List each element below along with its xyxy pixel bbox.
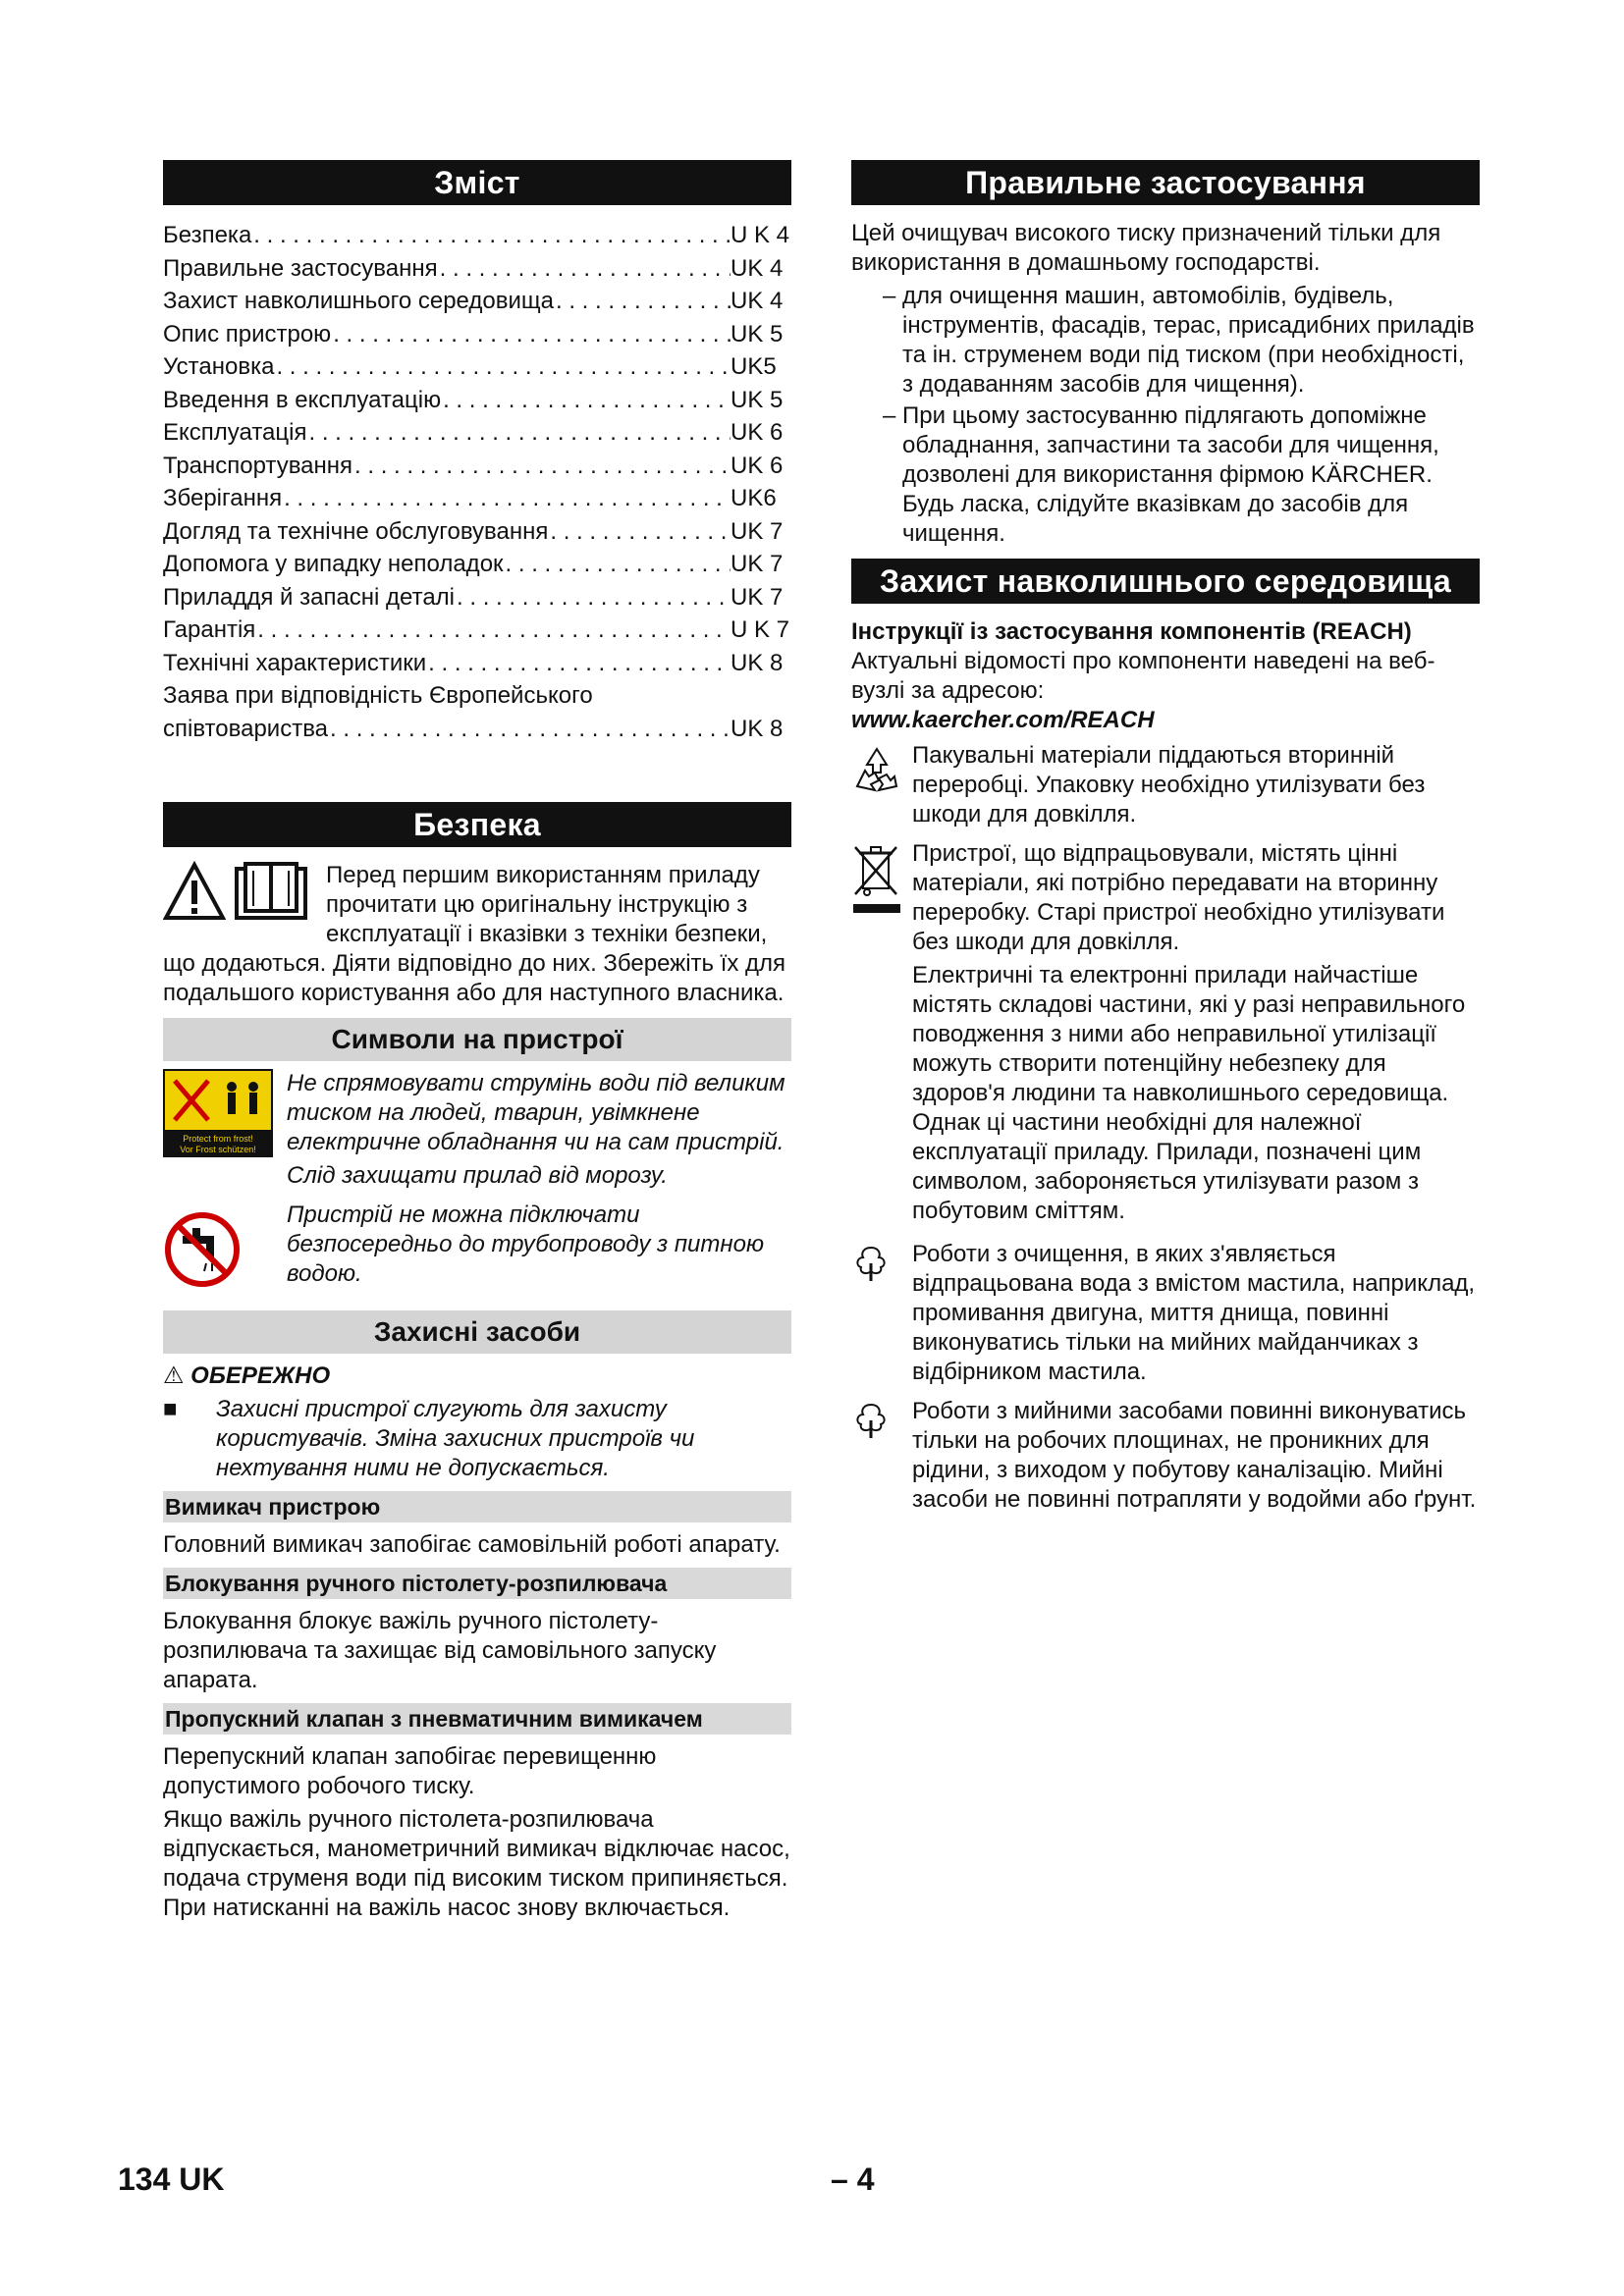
crossed-out-bin-icon	[851, 843, 902, 918]
toc-entry	[163, 647, 791, 680]
toc-leader-dots	[352, 450, 731, 483]
toc-entry-label: Установка	[163, 353, 275, 380]
toc-entry	[163, 219, 791, 252]
toc-entry	[163, 252, 791, 286]
square-bullet-icon: ■	[163, 1396, 178, 1422]
page-number: – 4	[831, 2162, 875, 2197]
no-spray-frost-icon	[163, 1069, 273, 1157]
toc-entry-page: UK 7	[731, 517, 784, 545]
toc-entry-label: Зберігання	[163, 485, 283, 511]
trigger-lock-text: Блокування блокує важіль ручного пістолету-розпилювача та захищає від самовільного запуску апарата.	[163, 1608, 717, 1693]
toc-leader-dots	[455, 581, 731, 614]
environment-tree-icon	[851, 1244, 891, 1283]
trigger-lock-title: Блокування ручного пістолету-розпилювача	[163, 1568, 791, 1599]
reach-title: Інструкції із застосування компонентів (REACH)	[851, 618, 1412, 645]
bypass-valve-text1: Перепускний клапан запобігає перевищенню допустимого робочого тиску.	[163, 1743, 657, 1799]
detergent-row	[851, 1397, 1480, 1515]
page-label: 134 UK	[118, 2162, 225, 2197]
reach-text: Актуальні відомості про компоненти наведені на веб-вузлі за адресою:	[851, 648, 1435, 704]
environment-title: Захист навколишнього середовища	[851, 559, 1480, 604]
toc-entry-label: Догляд та технічне обслуговування	[163, 517, 549, 545]
toc-leader-dots	[548, 515, 731, 549]
no-drinking-water-connection-icon	[163, 1210, 242, 1289]
toc-entry-page: UK6	[731, 485, 777, 511]
toc-entry-page: UK 8	[731, 649, 784, 676]
bypass-valve-text2: Якщо важіль ручного пістолета-розпилювача відпускається, манометричний вимикач відключає насос, подача струменя води під високим тиском припиняється. При натисканні на важіль насос знову включається.	[163, 1806, 790, 1921]
toc-leader-dots	[441, 384, 731, 417]
toc-entry	[163, 350, 791, 384]
toc-leader-dots	[438, 252, 731, 286]
toc-entry-label: Технічні характеристики	[163, 649, 427, 676]
protective-devices-title: Захисні засоби	[163, 1310, 791, 1354]
toc-entry-label: Заява при відповідність Європейського	[163, 682, 593, 709]
safety-title: Безпека	[163, 802, 791, 847]
right-column	[851, 160, 1480, 1524]
toc-leader-dots	[251, 219, 731, 252]
toc-entry-multiline-2	[163, 713, 791, 746]
usage-item-1: – для очищення машин, автомобілів, будівель, інструментів, фасадів, терас, присадибних приладів та ін. струменем води під тиском (при необхідності, з додаванням засобів для чищення).	[883, 283, 1475, 398]
toc-entry	[163, 450, 791, 483]
toc-entry-label: Приладдя й запасні деталі	[163, 583, 456, 611]
toc-entry	[163, 581, 791, 614]
toc-leader-dots	[274, 350, 731, 384]
toc-entry-page: UK 8	[731, 715, 784, 742]
toc-entry-label: Експлуатація	[163, 419, 307, 446]
detergent-text: Роботи з мийними засобами повинні виконуватись тільки на робочих площинах, не проникних для рідини, з виходом у побутову каналізацію. Мийні засоби не повинні потрапляти у водойми або ґрунт.	[912, 1398, 1477, 1513]
bypass-valve-title: Пропускний клапан з пневматичним вимикачем	[163, 1703, 791, 1735]
safety-intro-block	[163, 861, 791, 1012]
usage-intro: Цей очищувач високого тиску призначений тільки для використання в домашньому господарстві.	[851, 220, 1441, 276]
toc-entry-page: UK 6	[731, 419, 784, 446]
toc-leader-dots	[282, 482, 731, 515]
toc-entry-page: U K 7	[731, 616, 790, 643]
toc-entry-label: Безпека	[163, 222, 252, 248]
environment-tree-icon-2	[851, 1401, 891, 1440]
weee-text1: Пристрої, що відпрацьовували, містять цінні матеріали, які потрібно передавати на вторинну переробку. Старі пристрої необхідно утилізувати без шкоди для довкілля.	[912, 840, 1445, 955]
toc-entry	[163, 548, 791, 581]
warning-triangle-icon	[163, 861, 226, 922]
toc-entry-label: співтовариства	[163, 715, 329, 742]
safety-intro-text: Перед першим використанням приладу прочитати цю оригінальну інструкцію з експлуатації і вказівки з техніки безпеки, що додаються. Діяти відповідно до них. Збережіть їх для подальшого користування або для наступного власника.	[163, 862, 786, 1006]
device-switch-text: Головний вимикач запобігає самовільній роботі апарату.	[163, 1531, 781, 1558]
toc-entry	[163, 515, 791, 549]
symbol1-text2: Слід захищати прилад від морозу.	[287, 1162, 668, 1189]
toc-entry-page: UK 5	[731, 386, 784, 413]
toc-entry	[163, 285, 791, 318]
symbol-row-no-spray	[163, 1069, 791, 1195]
caution-label: ⚠ ОБЕРЕЖНО	[163, 1362, 331, 1389]
symbols-title: Символи на пристрої	[163, 1018, 791, 1061]
warning-icons	[163, 861, 320, 930]
oil-water-text: Роботи з очищення, в яких з'являється відпрацьована вода з вмістом мастила, наприклад, промивання двигуна, миття днища, повинні виконуватись тільки на мийних майданчиках з відбірником мастила.	[912, 1241, 1476, 1385]
toc-entry	[163, 614, 791, 647]
toc-entry-label: Транспортування	[163, 452, 353, 479]
toc-entry-page: UK 7	[731, 583, 784, 611]
toc-title: Зміст	[163, 160, 791, 205]
left-column	[163, 160, 791, 1927]
caution-item	[163, 1395, 791, 1483]
toc-entry-page: UK 6	[731, 452, 784, 479]
weee-text2: Електричні та електронні прилади найчастіше містять складові частини, які у разі неправильного поводження з ними або неправильної утилізації можуть створити потенційну небезпеку для здоров'я людини та навколишнього середовища. Однак ці частини необхідні для належної експлуатації приладу. Прилади, позначені цим символом, забороняється утилізувати разом з побутовим сміттям.	[912, 962, 1466, 1224]
oil-water-row	[851, 1240, 1480, 1387]
frost-label-en: Protect from frost!	[183, 1134, 253, 1144]
toc-entry-label: Захист навколишнього середовища	[163, 288, 554, 314]
toc-entry-page: U K 4	[731, 222, 790, 248]
toc-entry-page: UK 7	[731, 551, 784, 577]
toc-entry-label: Опис пристрою	[163, 320, 332, 347]
toc-leader-dots	[504, 548, 731, 581]
toc-entry	[163, 482, 791, 515]
symbol2-text: Пристрій не можна підключати безпосередньо до трубопроводу з питною водою.	[287, 1201, 764, 1287]
table-of-contents	[163, 219, 791, 745]
recycle-text: Пакувальні матеріали піддаються вторинній переробці. Упаковку необхідно утилізувати без шкоди для довкілля.	[912, 742, 1426, 828]
toc-leader-dots	[328, 713, 731, 746]
usage-item-2: – При цьому застосуванню підлягають допоміжне обладнання, запчастини та засоби для чищення, дозволені для використання фірмою KÄRCHER. Будь ласка, слідуйте вказівкам до засобів для чищення.	[883, 402, 1439, 547]
caution-text: Захисні пристрої слугують для захисту користувачів. Зміна захисних пристроїв чи нехтування ними не допускається.	[216, 1396, 695, 1481]
weee-row	[851, 839, 1480, 1230]
toc-leader-dots	[426, 647, 731, 680]
toc-entry	[163, 318, 791, 351]
toc-entry-page: UK5	[731, 353, 777, 380]
manual-book-icon	[234, 861, 308, 922]
toc-entry	[163, 384, 791, 417]
reach-url: www.kaercher.com/REACH	[851, 707, 1155, 733]
toc-leader-dots	[554, 285, 731, 318]
usage-title: Правильне застосування	[851, 160, 1480, 205]
toc-entry-multiline-1	[163, 679, 791, 713]
toc-leader-dots	[306, 416, 731, 450]
recycle-row	[851, 741, 1480, 829]
toc-entry-label: Допомога у випадку неполадок	[163, 551, 504, 577]
toc-leader-dots	[331, 318, 731, 351]
toc-entry-label: Правильне застосування	[163, 254, 438, 282]
toc-entry-page: UK 5	[731, 320, 784, 347]
toc-entry	[163, 416, 791, 450]
toc-entry-page: UK 4	[731, 254, 784, 282]
toc-leader-dots	[255, 614, 731, 647]
toc-entry-label: Введення в експлуатацію	[163, 386, 442, 413]
toc-entry-label: Гарантія	[163, 616, 256, 643]
frost-label-de: Vor Frost schützen!	[180, 1145, 256, 1154]
symbol1-text: Не спрямовувати струмінь води під великим тиском на людей, тварин, увімкнене електричне обладнання чи на сам пристрій.	[287, 1070, 785, 1155]
device-switch-title: Вимикач пристрою	[163, 1491, 791, 1522]
symbol-row-no-drinking-water	[163, 1201, 791, 1297]
toc-entry-page: UK 4	[731, 288, 784, 314]
recycling-icon	[851, 745, 902, 796]
